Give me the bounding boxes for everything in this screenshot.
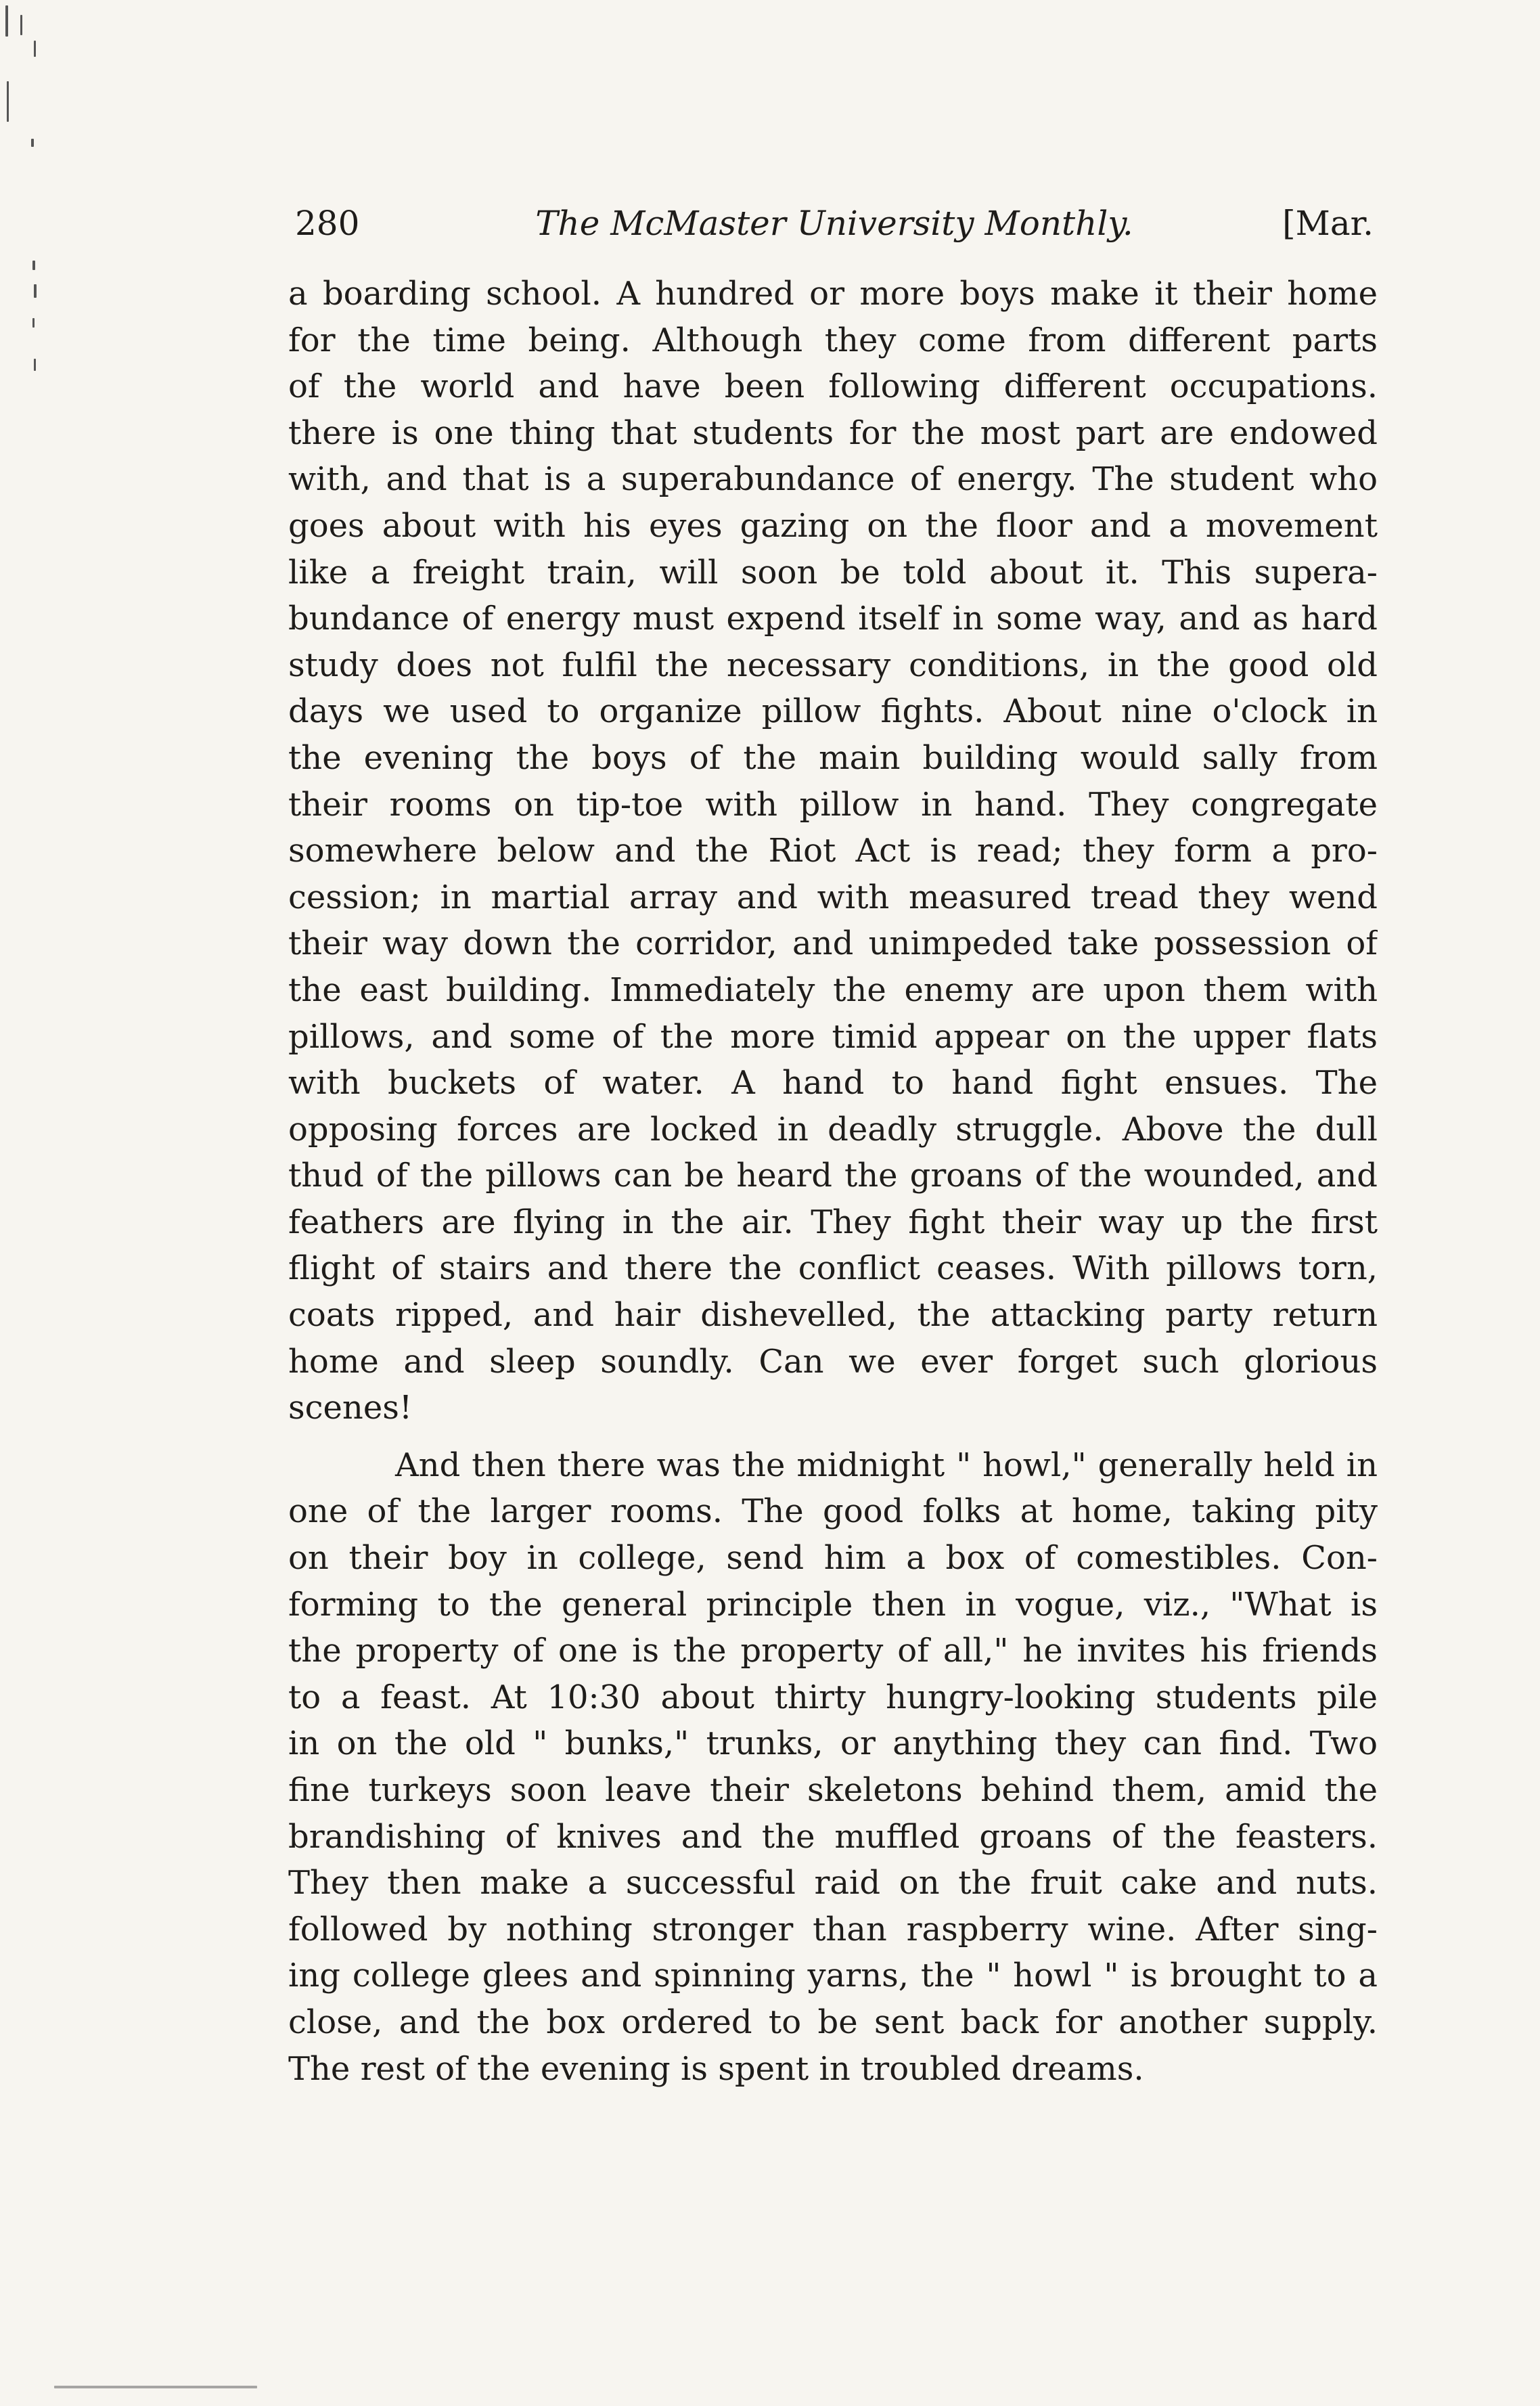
- scan-speck: [20, 15, 22, 35]
- text-line: scenes!: [288, 1389, 413, 1427]
- text-line: a boarding school. A hundred or more boys make it their home: [288, 275, 1378, 313]
- text-line: thud of the pillows can be heard the groans of the wounded, and: [288, 1157, 1378, 1195]
- text-line: somewhere below and the Riot Act is read; they form a pro-: [288, 832, 1378, 870]
- text-line: goes about with his eyes gazing on the floor and a movement: [288, 506, 1378, 545]
- text-line: opposing forces are locked in deadly struggle. Above the dull: [288, 1110, 1378, 1149]
- text-line: to a feast. At 10:30 about thirty hungry-looking students pile: [288, 1678, 1378, 1716]
- scan-speck: [31, 139, 34, 147]
- text-line: And then there was the midnight " howl," generally held in: [395, 1446, 1378, 1484]
- text-line: home and sleep soundly. Can we ever forget such glorious: [288, 1342, 1378, 1381]
- text-line: close, and the box ordered to be sent back for another supply.: [288, 2003, 1378, 2041]
- text-line: their way down the corridor, and unimpeded take possession of: [288, 924, 1378, 963]
- header-month: [Mar.: [1282, 204, 1374, 243]
- scan-speck: [32, 261, 35, 270]
- paragraph-gap: [288, 1431, 1378, 1442]
- text-line: pillows, and some of the more timid appear on the upper flats: [288, 1017, 1378, 1056]
- paragraph-1: [288, 271, 1378, 1431]
- page-number: 280: [295, 204, 360, 243]
- text-line: The rest of the evening is spent in troubled dreams.: [288, 2049, 1144, 2088]
- text-line: followed by nothing stronger than raspberry wine. After sing-: [288, 1910, 1378, 1948]
- text-line: like a freight train, will soon be told about it. This supera-: [288, 553, 1378, 592]
- text-line: the evening the boys of the main building would sally from: [288, 738, 1378, 777]
- paragraph-2: [288, 1442, 1378, 2092]
- scan-speck: [5, 5, 8, 37]
- text-line: the property of one is the property of all," he invites his friends: [288, 1632, 1378, 1670]
- text-line: there is one thing that students for the most part are endowed: [288, 414, 1378, 452]
- text-line: with, and that is a superabundance of energy. The student who: [288, 460, 1378, 499]
- text-line: forming to the general principle then in vogue, viz., "What is: [288, 1585, 1378, 1624]
- scan-speck: [34, 359, 36, 371]
- text-line: flight of stairs and there the conflict ceases. With pillows torn,: [288, 1249, 1378, 1288]
- running-title: The McMaster University Monthly.: [535, 204, 1133, 243]
- text-line: for the time being. Although they come from different parts: [288, 321, 1378, 359]
- text-line: in on the old " bunks," trunks, or anything they can find. Two: [288, 1724, 1378, 1763]
- text-line: study does not fulfil the necessary conditions, in the good old: [288, 646, 1378, 684]
- text-line: of the world and have been following different occupations.: [288, 367, 1378, 406]
- scan-speck: [34, 284, 37, 298]
- article-body: [288, 271, 1378, 2092]
- text-line: They then make a successful raid on the fruit cake and nuts.: [288, 1864, 1378, 1902]
- text-line: ing college glees and spinning yarns, the " howl " is brought to a: [288, 1957, 1378, 1995]
- running-header: [295, 198, 1374, 249]
- scan-speck: [32, 318, 35, 328]
- text-line: coats ripped, and hair dishevelled, the attacking party return: [288, 1296, 1378, 1335]
- scan-speck: [34, 41, 36, 57]
- scan-speck: [7, 81, 9, 122]
- text-line: bundance of energy must expend itself in some way, and as hard: [288, 600, 1378, 638]
- text-line: cession; in martial array and with measured tread they wend: [288, 878, 1378, 916]
- text-line: fine turkeys soon leave their skeletons behind them, amid the: [288, 1771, 1378, 1809]
- text-line: brandishing of knives and the muffled groans of the feasters.: [288, 1817, 1378, 1856]
- text-line: with buckets of water. A hand to hand fight ensues. The: [288, 1064, 1378, 1102]
- text-line: one of the larger rooms. The good folks at home, taking pity: [288, 1492, 1378, 1531]
- text-line: on their boy in college, send him a box of comestibles. Con-: [288, 1539, 1378, 1578]
- scan-speck: [54, 2386, 257, 2388]
- text-line: feathers are flying in the air. They fight their way up the first: [288, 1203, 1378, 1241]
- text-line: the east building. Immediately the enemy are upon them with: [288, 971, 1378, 1009]
- text-line: their rooms on tip-toe with pillow in hand. They congregate: [288, 785, 1378, 824]
- text-line: days we used to organize pillow fights. About nine o'clock in: [288, 692, 1378, 731]
